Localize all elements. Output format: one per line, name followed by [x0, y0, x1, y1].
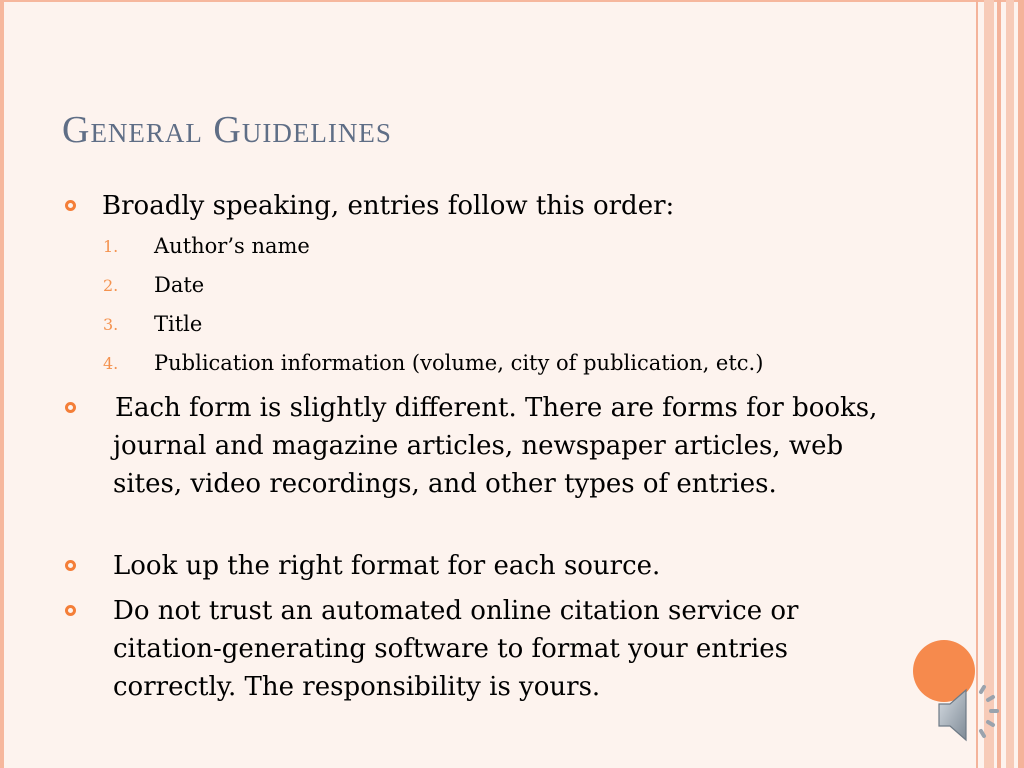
- bullet-icon: [65, 402, 76, 413]
- bullet-icon: [65, 560, 76, 571]
- bullet-text: Do not trust an automated online citation service or citation-generating software to format your entries correctly. The responsibility is yours.: [113, 596, 799, 702]
- list-item: Publication information (volume, city of publication, etc.): [154, 351, 764, 375]
- bullet-icon: [65, 200, 76, 211]
- decorative-stripe: [1018, 0, 1024, 768]
- list-number: 2.: [103, 276, 119, 295]
- list-number: 1.: [103, 237, 119, 256]
- list-item: Author’s name: [154, 234, 310, 258]
- slide-frame-left: [0, 0, 4, 768]
- list-number: 3.: [103, 315, 119, 334]
- bullet-text: Each form is slightly different. There are forms for books, journal and magazine articles, newspaper articles, web sites, video recordings, and other types of entries.: [113, 393, 878, 499]
- slide-title: General Guidelines: [62, 109, 392, 151]
- list-number: 4.: [103, 354, 119, 373]
- list-item: Title: [154, 312, 203, 336]
- list-item: Date: [154, 273, 205, 297]
- decorative-stripe: [984, 0, 994, 768]
- decorative-stripe: [997, 0, 1001, 768]
- slide-frame-top: [0, 0, 1024, 2]
- bullet-text: Look up the right format for each source.: [113, 551, 661, 581]
- decorative-stripe: [1006, 0, 1014, 768]
- bullet-text: Broadly speaking, entries follow this order:: [102, 191, 675, 221]
- bullet-icon: [65, 605, 76, 616]
- decorative-stripe: [976, 0, 978, 768]
- speaker-icon[interactable]: [936, 684, 1004, 746]
